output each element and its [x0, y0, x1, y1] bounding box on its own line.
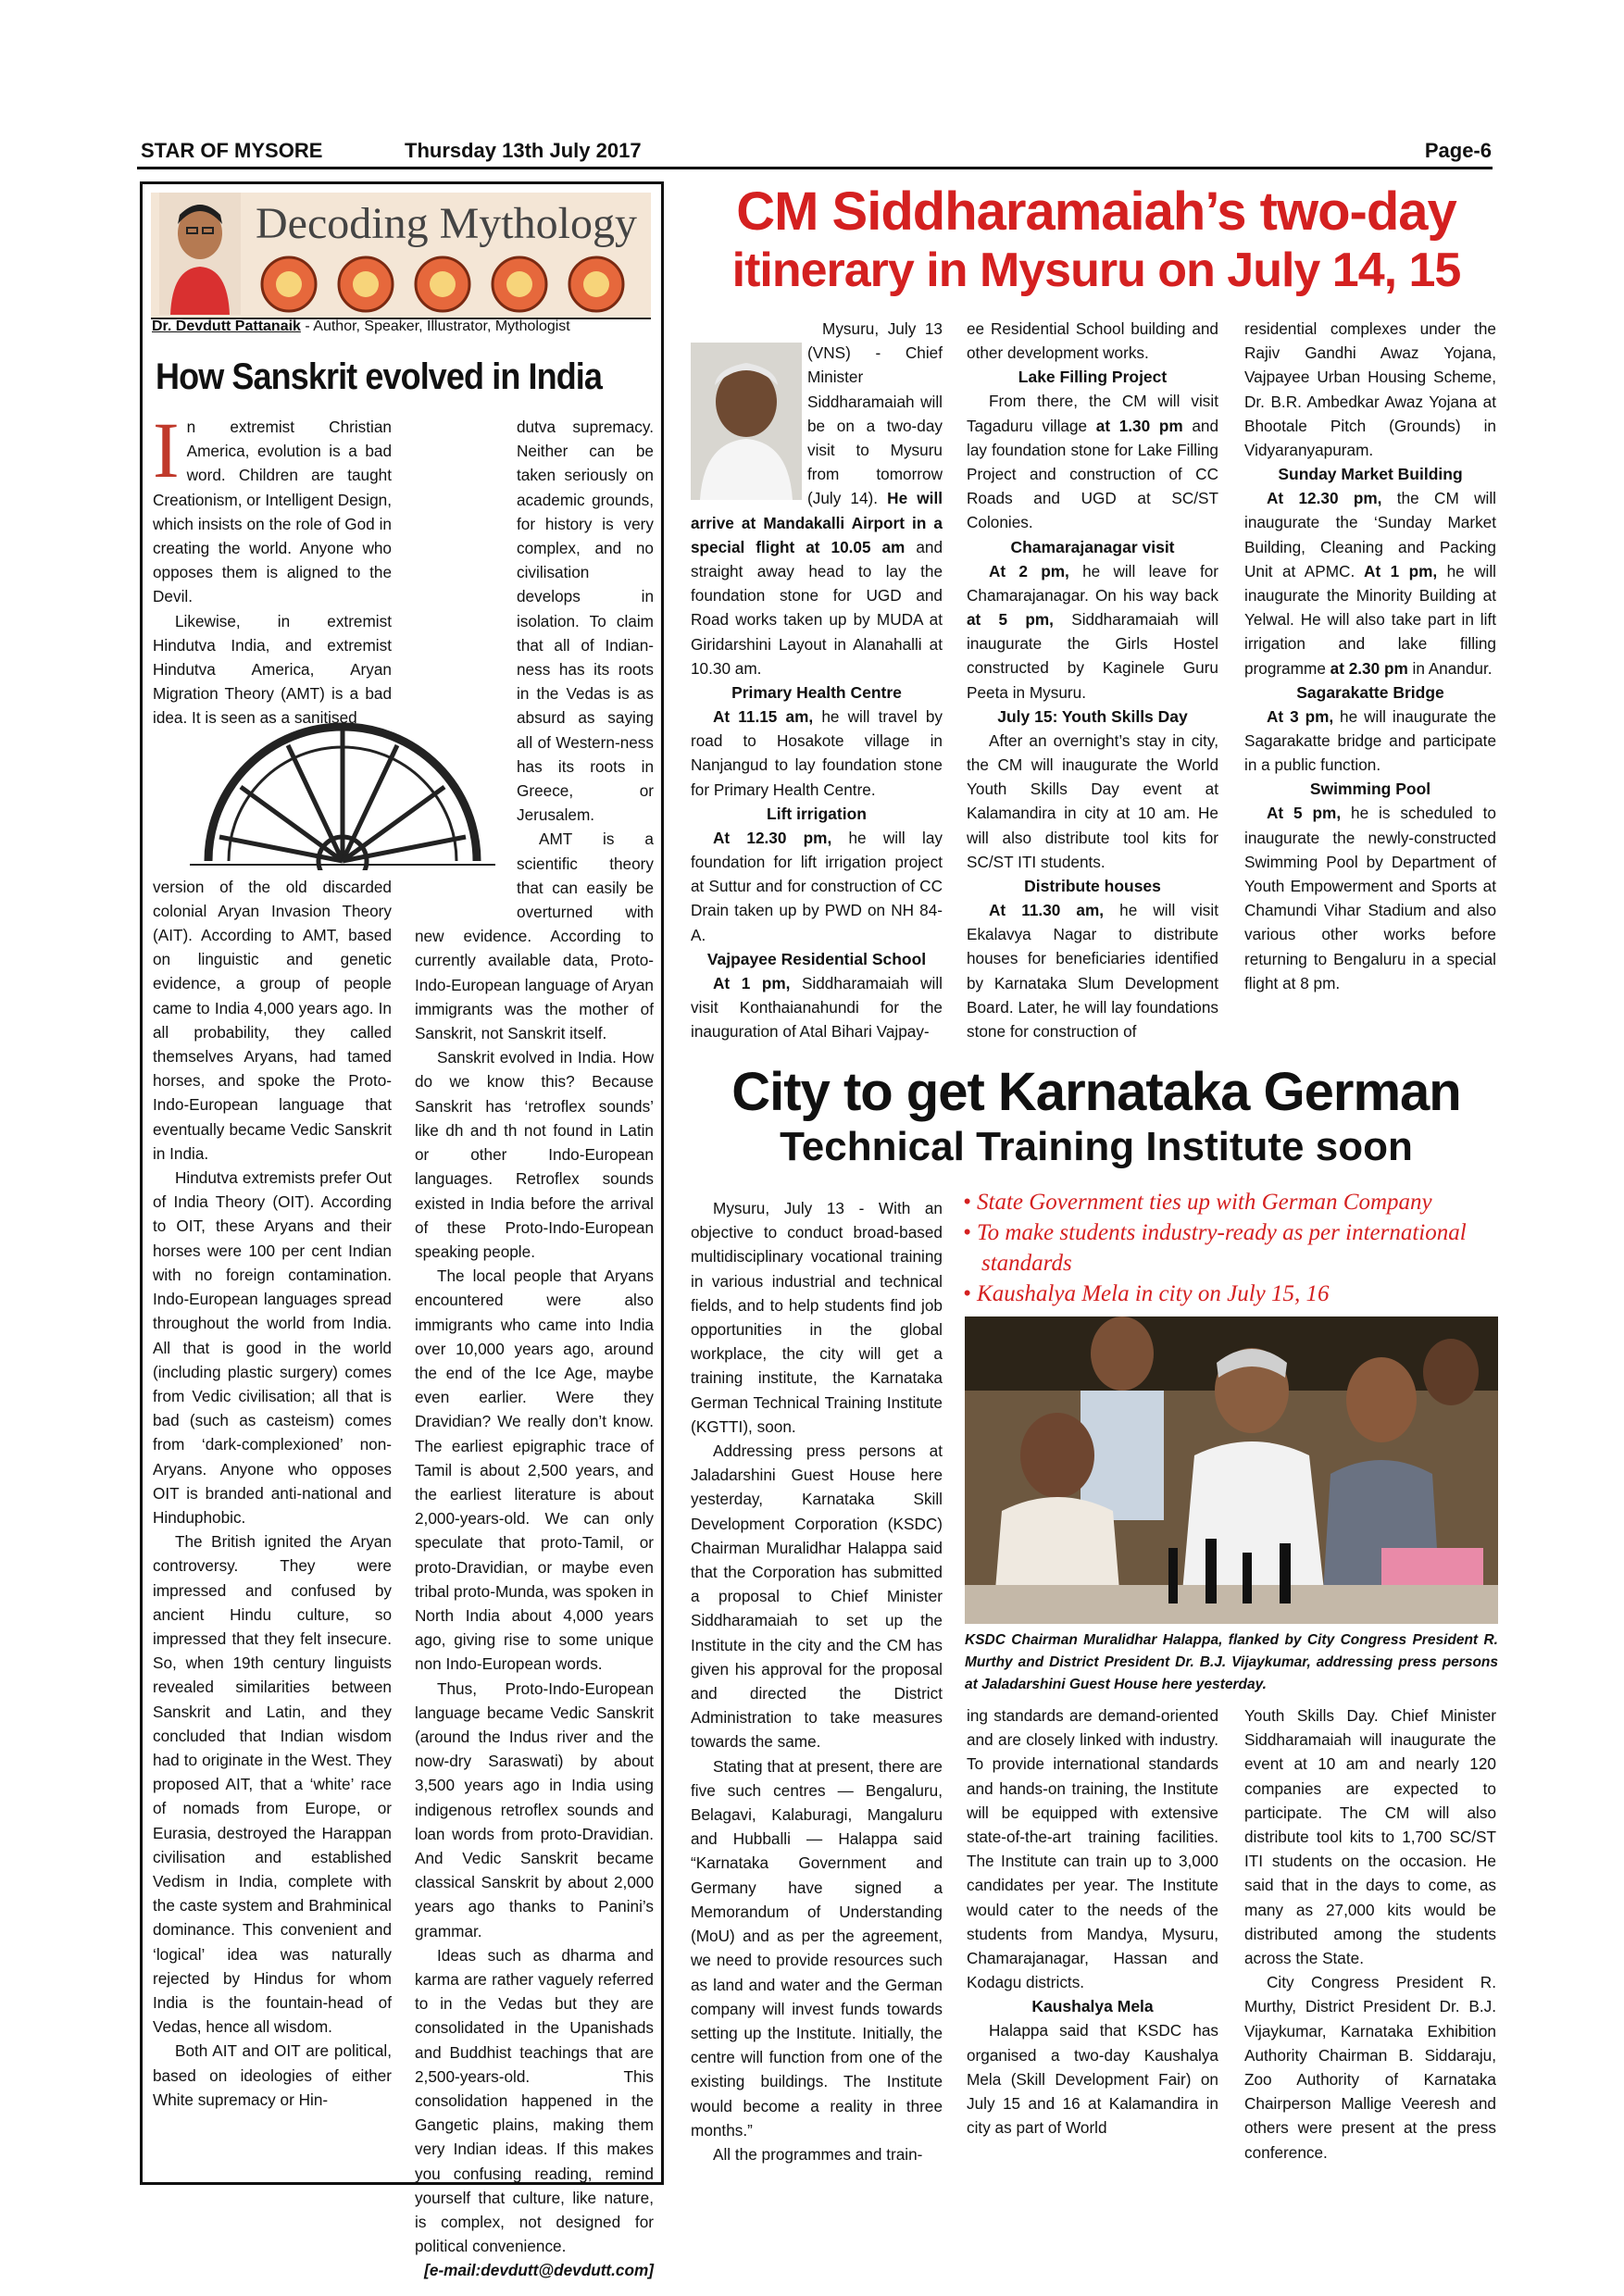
paragraph: After an overnight’s stay in city, the CM will inaugurate the World Youth Skills Day event at Kalamandira in city at 10 am. He will also distribute tool kits for SC/ST ITI students. [967, 730, 1218, 871]
paragraph: Thus, Proto-Indo-European language became Vedic Sanskrit (around the Indus river and the now-dry Saraswati) by about 3,500 years ago in India using indigenous retroflex sounds and loan words from proto-Dravidian. And Vedic Sanskrit became classical Sanskrit by about 2,000 years ago thanks to Panini’s grammar. [415, 1678, 654, 1940]
column-byline [152, 318, 652, 335]
paragraph: Hindutva extremists prefer Out of India Theory (OIT). According to OIT, these Aryans and their horses were 100 per cent Indian with no foreign contamination. Indo-European languages spread throughout the world from India. All that is good in the world (including plastic surgery) comes from Vedic civilisation; all that is bad (such as casteism) comes from ‘dark-complexioned’ non-Aryans. Anyone who opposes OIT is branded anti-national and Hinduphobic. [153, 1168, 392, 1527]
paragraph: Likewise, in extremist Hindutva India, and extremist Hindutva America, Aryan Migration Theory (AMT) is a bad idea. It is seen as a sanitised [153, 611, 392, 728]
paragraph: At 3 pm, he will inaugurate the Sagarakatte bridge and participate in a public function. [1244, 706, 1496, 775]
paragraph: Halappa said that KSDC has organised a two-day Kaushalya Mela (Skill Development Fair) on July 15 and 16 at Kalamandira in city as part of World [967, 2021, 1218, 2138]
lead: Mysuru, July 13 (VNS) - Chief Minister Siddharamaiah will be on a two-day visit to Mysuru from tomorrow (July 14). [807, 319, 943, 508]
paragraph: Youth Skills Day. Chief Minister Siddharamaiah will inaugurate the event at 10 am and nearly 120 companies are expected to participate. The CM will also distribute tool kits to 1,700 SC/ST ITI students on the occasion. He said that in the days to come, as many as 27,000 kits would be distributed among the students across the State. [1244, 1706, 1496, 1968]
paragraph: Both AIT and OIT are political, based on ideologies of either White supremacy or Hin- [153, 2041, 392, 2109]
story2-headline-2: Technical Training Institute soon [780, 1124, 1413, 1169]
author-photo [159, 193, 241, 315]
paragraph: ee Residential School building and other development works. [967, 319, 1218, 363]
chariot-wheel-illustration [190, 722, 495, 870]
paragraph: residential complexes under the Rajiv Gandhi Awaz Yojana, Vajpayee Urban Housing Scheme, Dr. B.R. Ambedkar Awaz Yojana at Bhootale Pitch (Grounds) in Vidyaranyapuram. [1244, 319, 1496, 460]
story2-highlights [963, 1187, 1518, 1309]
paragraph: Addressing press persons at Jaladarshini Guest House here yesterday, Karnataka Skill Development Corporation (KSDC) Chairman Muralidhar Halappa said that the Corporation has submitted a proposal to Chief Minister Siddharamaiah to set up the Institute in the city and the CM has given his approval for the proposal and directed the District Administration to take measures towards the same. [691, 1441, 943, 1752]
subhead: Sunday Market Building [1278, 465, 1463, 484]
story2-headline-1: City to get Karnataka German [731, 1062, 1461, 1122]
column-text-col2 [415, 415, 654, 2283]
paragraph: Stating that at present, there are five such centres — Bengaluru, Belagavi, Kalaburagi, Mangaluru and Hubballi — Halappa said “Karnataka Government and Germany have signed a Memorandum of Understanding (MoU) and as per the agreement, we need to provide resources such as land and water and the German company will invest funds towards setting up the Institute. Initially, the centre will function from one of the existing buildings. The Institute would become a reality in three months.” [691, 1756, 943, 2140]
paragraph: n extremist Christian America, evolution is a bad word. Children are taught Creationism, or Intelligent Design, which insists on the role of God in creating the world. Anyone who opposes them is aligned to the Devil. [153, 418, 392, 606]
highlight-item: • State Government ties up with German Company [963, 1187, 1518, 1217]
highlight-item: • Kaushalya Mela in city on July 15, 16 [963, 1279, 1518, 1309]
lead-end: and straight away head to lay the foundation stone for UGD and Road works taken up by MUDA at Giridarshini Layout in Alanahalli at 10.30 am. [691, 537, 943, 678]
paragraph: City Congress President R. Murthy, District President Dr. B.J. Vijaykumar, Karnataka Exhibition Authority Chairman B. Siddaraju, Zoo Authority of Karnataka Chairperson Mallige Veeresh and others were present at the press conference. [1244, 1973, 1496, 2162]
paragraph: At 12.30 pm, the CM will inaugurate the ‘Sunday Market Building, Cleaning and Packing Unit at APMC. At 1 pm, he will inaugurate the Minority Building at Yelwal. He will also take part in lift irrigation and lake filling programme at 2.30 pm in Anandur. [1244, 489, 1496, 678]
subhead: Primary Health Centre [731, 683, 902, 703]
column-headline: How Sanskrit evolved in India [156, 356, 603, 397]
subhead: Kaushalya Mela [1031, 1997, 1154, 2016]
byline-name: Dr. Devdutt Pattanaik [152, 318, 301, 334]
subhead: July 15: Youth Skills Day [997, 706, 1188, 726]
highlight-item: • To make students industry-ready as per international standards [963, 1217, 1518, 1279]
paragraph: The local people that Aryans encountered were also immigrants who came into India over 10,000 years ago, around the end of the Ice Age, maybe even earlier. Were they Dravidian? We really don’t know. The earliest epigraphic trace of Tamil is about 2,500 years, and the earliest literature is about 2,000-years-old. We can only speculate that proto-Tamil, or proto-Dravidian, or maybe even tribal proto-Munda, was spoken in North India about 4,000 years ago, giving rise to some unique non Indo-European words. [415, 1267, 654, 1674]
subhead: Chamarajanagar visit [1010, 537, 1175, 556]
column-text-col1 [153, 406, 392, 2112]
mask-icons [259, 255, 639, 314]
paragraph: At 11.15 am, he will travel by road to Hosakote village in Nanjangud to lay foundation stone for Primary Health Centre. [691, 707, 943, 799]
paragraph: ing standards are demand-oriented and are closely linked with industry. To provide international standards and hands-on training, the Institute will be equipped with extensive state-of-the-art training facilities. The Institute can train up to 3,000 candidates per year. The Institute would cater to the needs of the students from Mandya, Mysuru, Chamarajanagar, Hassan and Kodagu districts. [967, 1706, 1218, 1992]
page-number: Page-6 [1424, 139, 1492, 162]
story2-col3 [1244, 1703, 1496, 2165]
paragraph: At 2 pm, he will leave for Chamarajanagar. On his way back at 5 pm, Siddharamaiah will inaugurate the Girls Hostel constructed by Kaginele Guru Peeta in Mysuru. [967, 561, 1219, 702]
paragraph: At 12.30 pm, he will lay foundation for lift irrigation project at Suttur and for construction of CC Drain taken up by PWD on NH 84-A. [691, 828, 943, 944]
paragraph: Ideas such as dharma and karma are rather vaguely referred to in the Vedas but they are consolidated in the Upanishads and Buddhist teachings that are 2,500-years-old. This consolidation happened in the Gangetic plains, making them very Indian ideas. If this makes you confusing reading, remind yourself that culture, like nature, is complex, not designed for political convenience. [415, 1945, 654, 2256]
story1-headline-1: CM Siddharamaiah’s two-day [736, 181, 1456, 242]
paragraph: At 5 pm, he is scheduled to inaugurate the newly-constructed Swimming Pool by Department of Youth Empowerment and Sports at Chamundi Vihar Stadium and also various other works before returning to Bengaluru in a special flight at 8 pm. [1244, 804, 1496, 992]
press-conference-photo [965, 1316, 1498, 1624]
paragraph: All the programmes and train- [713, 2144, 923, 2164]
paper-name: STAR OF MYSORE [141, 139, 323, 162]
series-title: Decoding Mythology [256, 199, 637, 248]
story1-col2 [967, 317, 1218, 1043]
subhead: Vajpayee Residential School [706, 949, 927, 968]
paragraph: The British ignited the Aryan controversy. They were impressed and confused by ancient Hindu culture, so impressed that they felt insecure. So, when 19th century linguists revealed similarities between Sanskrit and Latin, and they concluded that Indian wisdom had to originate in the West. They proposed AIT, that a ‘white’ race of nomads from Europe, or Eurasia, destroyed the Harappan civilisation and established Vedism in India, complete with the caste system and Brahminical dominance. This convenient and ‘logical’ idea was naturally rejected by Hindus for whom India is the fountain-head of Vedas, hence all wisdom. [153, 1532, 392, 2037]
issue-date: Thursday 13th July 2017 [405, 139, 642, 162]
paragraph: At 1 pm, Siddharamaiah will visit Konthaianahundi for the inauguration of Atal Bihari Vajpay- [691, 973, 943, 1042]
lead-bold: He will arrive at Mandakalli Airport in a special flight at 10.05 am [691, 489, 943, 556]
photo-caption: KSDC Chairman Muralidhar Halappa, flanked by City Congress President R. Murthy and District President Dr. B.J. Vijaykumar, addressing press persons at Jaladarshini Guest House here yesterday. [965, 1632, 1498, 1692]
subhead: Lake Filling Project [1018, 368, 1168, 387]
story2-col2 [967, 1703, 1218, 2140]
drop-cap: I [153, 406, 180, 494]
paragraph: From there, the CM will visit Tagaduru village at 1.30 pm and lay foundation stone for Lake Filling Project and construction of CC Roads and UGD at SC/ST Colonies. [967, 392, 1218, 532]
masthead-rule [137, 167, 1493, 169]
story1-col3 [1244, 317, 1496, 995]
subhead: Sagarakatte Bridge [1296, 682, 1444, 702]
story2-col1 [691, 1196, 943, 2166]
paragraph: AMT is a scientific theory that can easily be overturned with new evidence. According to currently available data, Proto-Indo-European language of Aryan immigrants was the mother of Sanskrit, not Sanskrit itself. [415, 830, 654, 1043]
byline-role: - Author, Speaker, Illustrator, Mythologist [300, 318, 570, 334]
story1-headline-2: itinerary in Mysuru on July 14, 15 [731, 243, 1461, 297]
column-email: [e-mail:devdutt@devdutt.com] [424, 2261, 654, 2280]
subhead: Distribute houses [1024, 877, 1161, 896]
paragraph: At 11.30 am, he will visit Ekalavya Nagar to distribute houses for beneficiaries identified by Karnataka Slum Development Board. Later, he will lay foundations stone for construction of [967, 901, 1218, 1042]
paragraph: Mysuru, July 13 - With an objective to conduct broad-based multidisciplinary vocational training in various industrial and technical fields, and to help students find job opportunities in the global workplace, the city will get a training institute, the Karnataka German Technical Training Institute (KGTTI), soon. [691, 1199, 943, 1436]
subhead: Swimming Pool [1309, 780, 1431, 799]
paragraph: version of the old discarded colonial Aryan Invasion Theory (AIT). According to AMT, based on linguistic and genetic evidence, a group of people came to India 4,000 years ago. In all probability, they called themselves Aryans, had tamed horses, and spoke the Proto-Indo-European language that eventually became Vedic Sanskrit in India. [153, 877, 392, 1163]
subhead: Lift irrigation [767, 804, 867, 823]
paragraph: dutva supremacy. Neither can be taken seriously on academic grounds, for history is very complex, and no civilisation develops in isolation. To claim that all of Indian-ness has its roots in the Vedas is as absurd as saying all of Western-ness has its roots in Greece, or Jerusalem. [517, 418, 654, 825]
paragraph: Sanskrit evolved in India. How do we know this? Because Sanskrit has ‘retroflex sounds’ like dh and th not found in Latin or other Indo-European languages. Retroflex sounds existed in India before the arrival of these Proto-Indo-European speaking people. [415, 1048, 654, 1261]
photo-wrap [691, 317, 807, 502]
story1-col1 [691, 317, 943, 1043]
